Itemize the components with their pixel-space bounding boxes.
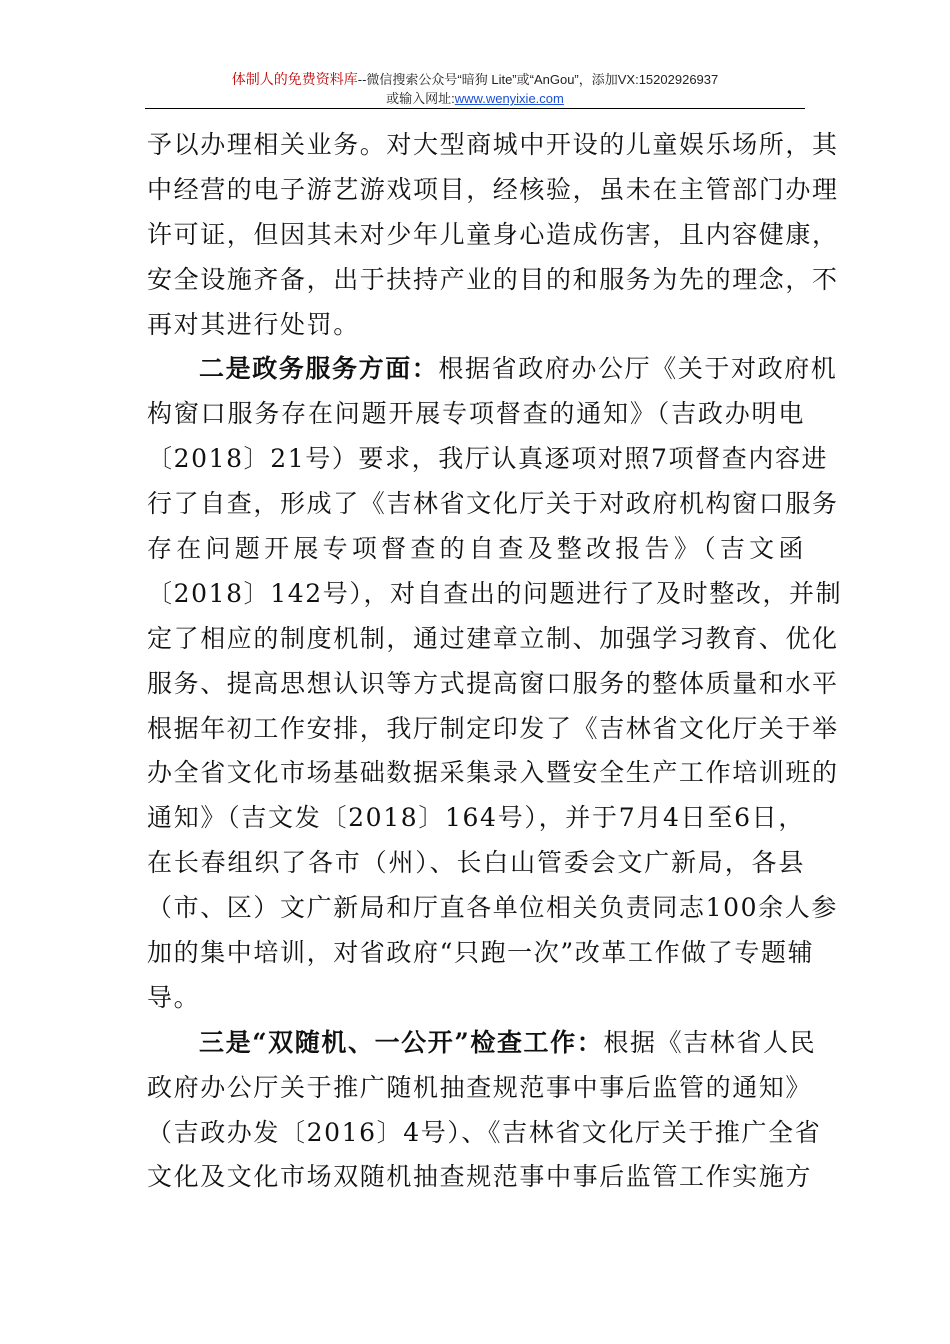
text-span: 根据《吉林省人民 — [603, 1027, 817, 1057]
text-line: 中经营的电子游艺游戏项目，经核验，虽未在主管部门办理 — [147, 174, 839, 204]
paragraph-heading: 二是政务服务方面： — [199, 354, 439, 384]
text-line: 定了相应的制度机制，通过建章立制、加强学习教育、优化 — [147, 623, 839, 653]
text-line: （市、区）文广新局和厅直各单位相关负责同志100余人参 — [147, 893, 838, 923]
url-label: 或输入网址: — [386, 91, 455, 106]
document-header — [145, 70, 805, 108]
text-line: 〔2018〕142号），对自查出的问题进行了及时整改，并制 — [147, 578, 843, 608]
text-line: 服务、提高思想认识等方式提高窗口服务的整体质量和水平 — [147, 668, 839, 698]
header-info: --微信搜索公众号“暗狗 Lite”或“AnGou”，添加VX:15202926937 — [357, 72, 719, 87]
text-line: 加的集中培训，对省政府“只跑一次”改革工作做了专题辅 — [147, 938, 815, 968]
text-line: 在长春组织了各市（州）、长白山管委会文广新局，各县 — [147, 848, 805, 878]
text-line: 存在问题开展专项督查的自查及整改报告》（吉文函 — [147, 534, 805, 564]
text-line: 再对其进行处罚。 — [147, 309, 360, 339]
text-line: 导。 — [147, 982, 201, 1012]
paragraph — [147, 123, 839, 347]
header-divider — [145, 108, 805, 109]
text-line — [147, 1021, 817, 1066]
text-line: 文化及文化市场双随机抽查规范事中事后监管工作实施方 — [147, 1162, 813, 1192]
text-line: 安全设施齐备，出于扶持产业的目的和服务为先的理念，不 — [147, 264, 839, 294]
text-line: 构窗口服务存在问题开展专项督查的通知》（吉政办明电 — [147, 399, 805, 429]
brand-text: 体制人的免费资料库 — [231, 71, 358, 87]
text-line: 〔2018〕21号）要求，我厅认真逐项对照7项督查内容进 — [147, 444, 829, 474]
text-line: 通知》（吉文发〔2018〕164号），并于7月4日至6日， — [147, 803, 805, 833]
text-line: 行了自查，形成了《吉林省文化厅关于对政府机构窗口服务 — [147, 489, 839, 519]
paragraph-heading: 三是“双随机、一公开”检查工作： — [199, 1027, 604, 1057]
header-line-1 — [145, 70, 805, 89]
text-line: 许可证，但因其未对少年儿童身心造成伤害，且内容健康， — [147, 219, 839, 249]
text-line: 办全省文化市场基础数据采集录入暨安全生产工作培训班的 — [147, 758, 839, 788]
text-line — [147, 347, 838, 392]
text-line: 政府办公厅关于推广随机抽查规范事中事后监管的通知》 — [147, 1072, 813, 1102]
paragraph — [147, 1021, 822, 1201]
document-body — [147, 123, 843, 1200]
paragraph — [147, 347, 843, 1020]
text-span: 根据省政府办公厅《关于对政府机 — [438, 354, 838, 384]
header-line-2 — [145, 89, 805, 108]
text-line: 予以办理相关业务。对大型商城中开设的儿童娱乐场所，其 — [147, 130, 839, 159]
website-link[interactable]: www.wenyixie.com — [454, 91, 564, 106]
text-line: 根据年初工作安排，我厅制定印发了《吉林省文化厅关于举 — [147, 713, 839, 743]
text-line: （吉政办发〔2016〕4号）、《吉林省文化厅关于推广全省 — [147, 1117, 822, 1147]
